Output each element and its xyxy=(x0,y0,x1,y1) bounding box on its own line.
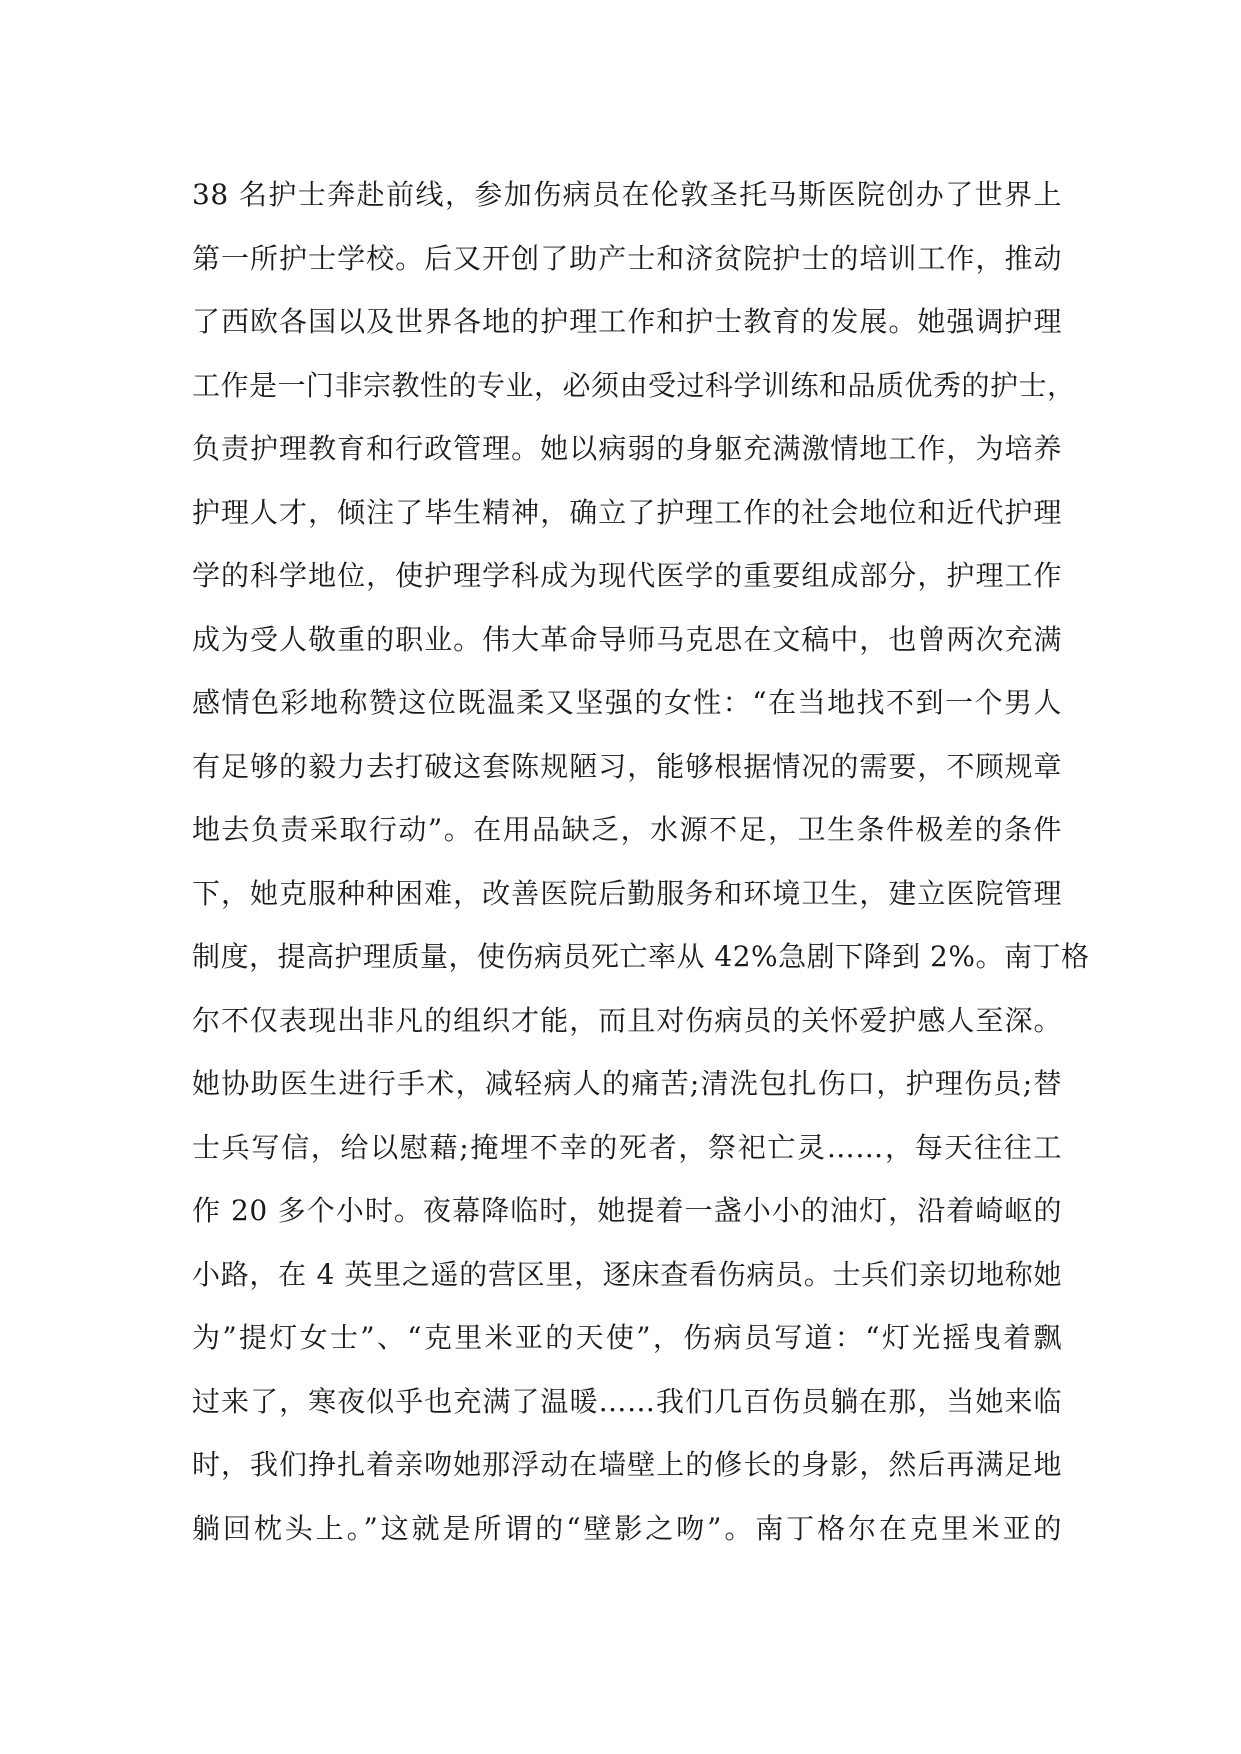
text-line: 过来了，寒夜似乎也充满了温暖……我们几百伤员躺在那，当她来临 xyxy=(192,1384,1062,1418)
text-line: 负责护理教育和行政管理。她以病弱的身躯充满激情地工作，为培养 xyxy=(192,432,1062,465)
text-line: 小路，在 4 英里之遥的营区里，逐床查看伤病员。士兵们亲切地称她 xyxy=(192,1257,1062,1291)
text-line: 她协助医生进行手术，减轻病人的痛苦;清洗包扎伤口，护理伤员;替 xyxy=(192,1067,1062,1100)
text-line: 下，她克服种种困难，改善医院后勤服务和环境卫生，建立医院管理 xyxy=(192,876,1062,910)
text-line: 尔不仅表现出非凡的组织才能，而且对伤病员的关怀爱护感人至深。 xyxy=(192,1003,1062,1037)
text-line: 为”提灯女士”、“克里米亚的天使”，伤病员写道：“灯光摇曳着飘 xyxy=(192,1321,1062,1354)
text-line: 作 20 多个小时。夜幕降临时，她提着一盏小小的油灯，沿着崎岖的 xyxy=(192,1194,1062,1227)
text-line: 有足够的毅力去打破这套陈规陋习，能够根据情况的需要，不顾规章 xyxy=(192,749,1062,783)
text-line: 士兵写信，给以慰藉;掩埋不幸的死者，祭祀亡灵……，每天往往工 xyxy=(192,1130,1062,1164)
text-line: 工作是一门非宗教性的专业，必须由受过科学训练和品质优秀的护士， xyxy=(192,368,1076,402)
text-line: 制度，提高护理质量，使伤病员死亡率从 42%急剧下降到 2%。南丁格 xyxy=(192,940,1090,973)
text-line: 第一所护士学校。后又开创了助产士和济贫院护士的培训工作，推动 xyxy=(192,241,1062,275)
text-line: 躺回枕头上。”这就是所谓的“壁影之吻”。南丁格尔在克里米亚的 xyxy=(192,1511,1062,1545)
text-line: 38 名护士奔赴前线，参加伤病员在伦敦圣托马斯医院创办了世界上 xyxy=(192,178,1062,211)
text-line: 感情色彩地称赞这位既温柔又坚强的女性：“在当地找不到一个男人 xyxy=(192,686,1062,719)
text-line: 护理人才，倾注了毕生精神，确立了护理工作的社会地位和近代护理 xyxy=(192,495,1062,529)
text-line: 了西欧各国以及世界各地的护理工作和护士教育的发展。她强调护理 xyxy=(192,305,1062,338)
text-line: 成为受人敬重的职业。伟大革命导师马克思在文稿中，也曾两次充满 xyxy=(192,622,1062,656)
body-text xyxy=(192,163,1090,1560)
text-line: 学的科学地位，使护理学科成为现代医学的重要组成部分，护理工作 xyxy=(192,559,1062,592)
text-line: 时，我们挣扎着亲吻她那浮动在墙壁上的修长的身影，然后再满足地 xyxy=(192,1448,1062,1481)
text-line: 地去负责采取行动”。在用品缺乏，水源不足，卫生条件极差的条件 xyxy=(192,813,1062,846)
